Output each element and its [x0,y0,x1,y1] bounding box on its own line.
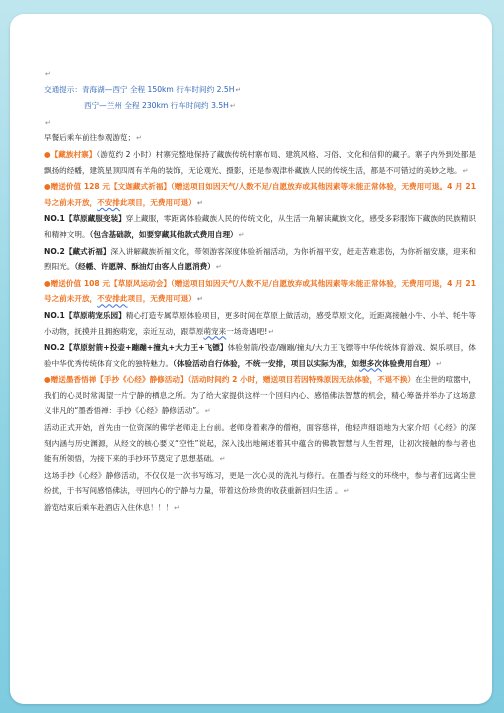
gift3-paragraph: ●赠送墨香悟禅【手抄《心经》静修活动】（活动时间约 2 小时，赠送项目若因特殊原因无法体验，不退不换）在尘世的喧嚣中，我们的心灵时常渴望一片宁静的栖息之所。为了给大家提供这样一个回归内心、感悟佛法智慧的机会，精心筹备并举办了这场意义非凡的“墨香悟禅：手抄《心经》静修活动”。↵ [44,375,476,416]
empty-line: ↵ [45,118,51,127]
gift2-note-underlined: 不安排此 [97,294,128,304]
document-body [44,66,476,517]
document-page [10,14,492,704]
village-title: ●【藏族村寨】 [44,149,97,159]
gift2-item-1: NO.1【草原萌宠乐园】精心打造专属草原体验项目，更多时间在草原上做活动，感受草原文化，近距离接触小牛、小羊、牦牛等小动物，抚摸并且拥抱萌宠，亲近互动，跟草原萌宠来一场奇遇吧!↵ [44,310,476,336]
gift1-item-1: NO.1【草原藏服变装】穿上藏服，零距离体验藏族人民的传统文化，从生活一角解读藏族文化，感受多彩服饰下藏族的民族精识和精神文明。（包含基础款，如要穿藏其他款式费用自理）↵ [44,214,476,239]
item-label: NO.1【草原藏服变装】 [44,214,126,224]
ending-text: 游览结束后乘车赴酒店入住休息！！！ [44,503,174,513]
body-paragraph-1: 活动正式开始，首先由一位资深的佛学老师走上台前。老师身着素净的僧袍，面容慈祥，他轻声细语地为大家介绍《心经》的深刻内涵与历史渊源，从经文的核心要义“空性”说起，深入浅出地阐述着其中蕴含的佛教智慧与人生哲理，让初次接触的参与者也能有所领悟，为接下来的手抄环节奠定了思想基础。↵ [44,423,476,464]
body-paragraph-2: 这场手抄《心经》静修活动，不仅仅是一次书写练习，更是一次心灵的洗礼与修行。在墨香与经文的环绕中，参与者们远离尘世纷扰，于书写间感悟佛法，寻回内心的宁静与力量，带着这份珍贵的收获重新回归生活 。↵ [44,470,476,496]
traffic-line-1: 交通提示：青海湖—西宁 全程 150km 行车时间约 2.5H↵ [44,84,242,94]
traffic-label: 交通提示： [44,84,82,94]
gift2-note: （赠送项目如因天气/人数不足/自愿放弃或其他因素等未能正常体验，无费用可退，4 月 21 号之前未开放， [44,278,476,304]
gift2-item-2: NO.2【草原射箭+投壶+蹦蹦+撞丸+大力王+飞镖】体验射箭/投壶/蹦蹦/撞丸/大力王飞镖等中华传统体育游戏、娱乐项目，体验中华优秀传统体育文化的独特魅力。（体验活动自行体验，不统一安排，项目以实际为准，如想多次体验费用自理）↵ [44,343,476,368]
ending-line: 游览结束后乘车赴酒店入住休息！！！↵ [44,503,180,513]
intro-line: 早餐后乘车前往参观游览；↵ [44,133,142,143]
item-note: （体验活动自行体验，不统一安排，项目以实际为准，如 [173,358,360,368]
item-note-end: 体验费用自理） [381,358,436,368]
gift1-note-end: 此项目，无费用可退） [119,197,196,207]
gift1-note-underlined: 不安排 [97,197,120,207]
gift3-note: （活动时间约 2 小时，赠送项目若因特殊原因无法体验，不退不换） [187,375,416,385]
item-note: （经幡、许愿牌、酥油灯由客人自愿消费） [74,262,215,272]
gift1-paragraph: ●赠送价值 128 元【文迦藏式祈福】（赠送项目如因天气/人数不足/自愿放弃或其他因素等未能正常体验，无费用可退。4 月 21 号之前未开放，不安排此项目，无费用可退）↵ [44,182,476,207]
gift1-title: ●赠送价值 128 元【文迦藏式祈福】 [44,182,171,192]
empty-line: ↵ [45,70,51,78]
item-text-underlined: 萌宠来 [203,326,227,336]
gift3-text: 在尘世的喧嚣中，我们的心灵时常渴望一片宁静的栖息之所。为了给大家提供这样一个回归内心、感悟佛法智慧的机会，精心筹备并举办了这场意义非凡的“墨香悟禅：手抄《心经》静修活动”。 [44,375,476,416]
paragraph-text: 活动正式开始，首先由一位资深的佛学老师走上台前。老师身着素净的僧袍，面容慈祥，他轻声细语地为大家介绍《心经》的深刻内涵与历史渊源，从经文的核心要义“空性”说起，深入浅出地阐述着其中蕴含的佛教智慧与人生哲理，让初次接触的参与者也能有所领悟，为接下来的手抄环节奠定了思想基础。 [44,423,476,464]
village-paragraph: ●【藏族村寨】（游览约 2 小时）村寨完整地保持了藏族传统村寨布局、建筑风格、习俗、文化和信仰的藏子。寨子内外到处都是飘扬的经幡，建筑星顶四周有羊角的装饰，无论观光、摄影，还是参观津朴藏族人民的传统生活，都是不可错过的美妙之地。↵ [44,149,476,175]
traffic-line-2: 西宁—兰州 全程 230km 行车时间约 3.5H↵ [84,101,236,111]
item-note: （包含基础款，如要穿藏其他款式费用自理） [89,229,238,239]
item-text: 穿上藏服，零距离体验藏族人民的传统文化，从生活一角解读藏族文化，感受多彩服饰下藏族的民族精识和精神文明。 [44,214,476,239]
gift3-title: ●赠送墨香悟禅【手抄《心经》静修活动】 [44,375,188,385]
item-text: 深入讲解藏族祈福文化，带领游客深度体验祈福活动，为你祈福平安，赶走苦难悲伤，为你祈福安康，迎来和煦阳光。 [44,246,477,272]
gift1-note: （赠送项目如因天气/人数不足/自愿放弃或其他因素等未能正常体验，无费用可退。4 月 21 号之前未开放， [44,182,476,207]
gift2-paragraph: ●赠送价值 108 元【草原风运动会】（赠送项目如因天气/人数不足/自愿放弃或其他因素等未能正常体验，无费用可退，4 月 21 号之前未开放，不安排此项目，无费用可退）↵ [44,278,476,304]
paragraph-text: 这场手抄《心经》静修活动，不仅仅是一次书写练习，更是一次心灵的洗礼与修行。在墨香与经文的环绕中，参与者们远离尘世纷扰，于书写间感悟佛法，寻回内心的宁静与力量，带着这份珍贵的收获重新回归生活 。 [44,470,476,496]
intro-text: 早餐后乘车前往参观游览； [44,133,136,143]
item-label: NO.1【草原萌宠乐园】 [44,310,126,320]
item-text: 精心打造专属草原体验项目，更多时间在草原上做活动，感受草原文化，近距离接触小牛、小羊、牦牛等小动物，抚摸并且拥抱萌宠，亲近互动，跟草原 [44,310,476,336]
item-label: NO.2【藏式祈福】 [44,246,111,256]
gift1-item-2: NO.2【藏式祈福】深入讲解藏族祈福文化，带领游客深度体验祈福活动，为你祈福平安，赶走苦难悲伤，为你祈福安康，迎来和煦阳光。（经幡、许愿牌、酥油灯由客人自愿消费）↵ [44,246,477,272]
item-label: NO.2【草原射箭+投壶+蹦蹦+撞丸+大力王+飞镖】 [44,343,228,353]
gift2-note-end: 项目，无费用可退） [127,294,196,304]
item-note-underlined: 想多次 [359,358,382,368]
traffic-route-2: 西宁—兰州 全程 230km 行车时间约 3.5H [84,101,229,111]
item-text-end: 一场奇遇吧! [226,326,268,336]
item-text: 体验射箭/投壶/蹦蹦/撞丸/大力王飞镖等中华传统体育游戏、娱乐项目，体验中华优秀传统体育文化的独特魅力。 [44,343,476,368]
village-text: （游览约 2 小时）村寨完整地保持了藏族传统村寨布局、建筑风格、习俗、文化和信仰的藏子。寨子内外到处都是飘扬的经幡，建筑星顶四周有羊角的装饰，无论观光、摄影，还是参观津朴藏族人民的传统生活，都是不可错过的美妙之地。 [44,149,476,175]
gift2-title: ●赠送价值 108 元【草原风运动会】 [44,278,171,288]
traffic-route-1: 青海湖—西宁 全程 150km 行车时间约 2.5H [81,84,235,94]
